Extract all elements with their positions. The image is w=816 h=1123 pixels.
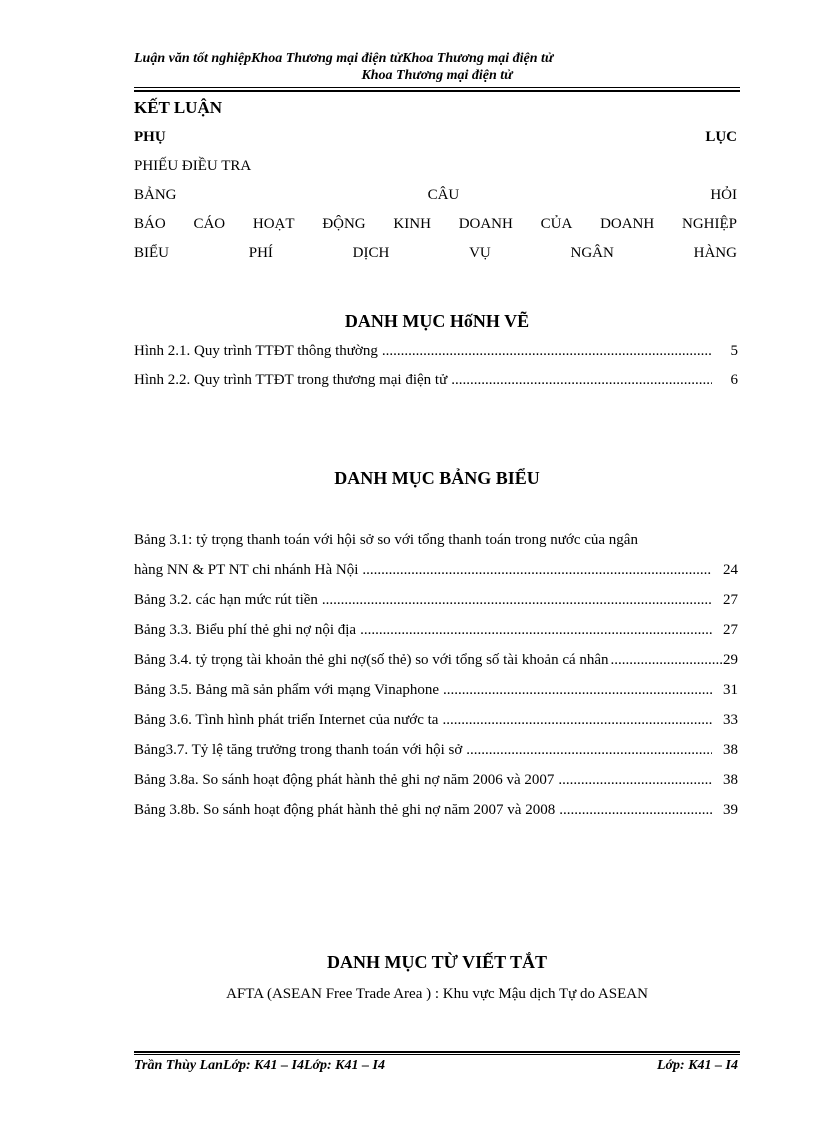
dot-leader xyxy=(611,652,722,669)
toc-word: BIỂU xyxy=(134,245,169,261)
toc-word: CÁO xyxy=(193,216,226,232)
table-entry-first-line: Bảng 3.1: tỷ trọng thanh toán với hội sở so với tổng thanh toán trong nước của ngân xyxy=(134,532,638,548)
footer-author-class: Trần Thùy LanLớp: K41 – I4Lớp: K41 – I4 xyxy=(134,1058,385,1073)
table-entry-page: 31 xyxy=(723,682,738,698)
table-entry-text: Bảng 3.6. Tình hình phát triển Internet của nước ta xyxy=(134,712,439,728)
toc-bao-cao xyxy=(134,216,737,233)
dot-leader xyxy=(322,592,712,609)
tables-title: DANH MỤC BẢNG BIỂU xyxy=(334,468,540,488)
dot-leader xyxy=(382,343,712,360)
table-entry-text: Bảng 3.8b. So sánh hoạt động phát hành thẻ ghi nợ năm 2007 và 2008 xyxy=(134,802,556,818)
dot-leader xyxy=(466,742,712,759)
toc-word: DOANH xyxy=(600,216,655,232)
table-entry xyxy=(134,682,738,699)
table-entry xyxy=(134,742,738,759)
table-entry-text: Bảng 3.5. Bảng mã sản phẩm với mạng Vinaphone xyxy=(134,682,440,698)
table-entry xyxy=(134,712,738,729)
table-entry xyxy=(134,622,738,639)
footer-rule xyxy=(134,1054,740,1055)
figure-entry-page: 6 xyxy=(730,372,738,388)
toc-phieu-dieu-tra: PHIẾU ĐIỀU TRA xyxy=(134,158,252,174)
dot-leader xyxy=(360,622,712,639)
table-entry xyxy=(134,772,738,789)
table-entry-text: Bảng3.7. Tỷ lệ tăng trưởng trong thanh toán với hội sở xyxy=(134,742,463,758)
table-entry xyxy=(134,652,738,669)
table-entry-text: Bảng 3.4. tỷ trọng tài khoản thẻ ghi nợ(số thẻ) so với tổng số tài khoản cá nhân xyxy=(134,652,609,668)
toc-word: VỤ xyxy=(469,245,491,261)
toc-word: PHÍ xyxy=(248,245,273,261)
footer-rule-thick xyxy=(134,1051,740,1053)
figure-entry xyxy=(134,372,738,389)
table-entry-page: 27 xyxy=(723,622,738,638)
toc-word: DỊCH xyxy=(352,245,390,261)
toc-word: HÀNG xyxy=(693,245,737,261)
table-entry-page: 33 xyxy=(723,712,738,728)
toc-word: HOẠT xyxy=(252,216,295,232)
toc-ket-luan: KẾT LUẬN xyxy=(134,98,223,117)
dot-leader xyxy=(451,372,712,389)
figure-entry-page: 5 xyxy=(730,343,738,359)
figure-entry-text: Hình 2.1. Quy trình TTĐT thông thường xyxy=(134,343,378,359)
toc-word: ĐỘNG xyxy=(322,216,366,232)
toc-word: LỤC xyxy=(705,129,737,145)
figure-entry xyxy=(134,343,738,360)
table-entry-text: Bảng 3.8a. So sánh hoạt động phát hành thẻ ghi nợ năm 2006 và 2007 xyxy=(134,772,555,788)
toc-word: HỎI xyxy=(710,187,737,203)
toc-word: NGÂN xyxy=(570,245,614,261)
header-rule xyxy=(134,87,740,88)
toc-word: CÂU xyxy=(427,187,460,203)
toc-word: NGHIỆP xyxy=(682,216,737,232)
toc-bieu-phi xyxy=(134,245,737,262)
toc-word: BẢNG xyxy=(134,187,177,203)
dot-leader xyxy=(558,772,712,789)
abbreviation-entry: AFTA (ASEAN Free Trade Area ) : Khu vực Mậu dịch Tự do ASEAN xyxy=(226,986,648,1002)
toc-bang-cau-hoi xyxy=(134,187,737,204)
figure-entry-text: Hình 2.2. Quy trình TTĐT trong thương mại điện tử xyxy=(134,372,448,388)
table-entry-page: 38 xyxy=(723,772,738,788)
table-entry xyxy=(134,802,738,819)
header-line-2: Khoa Thương mại điện tử xyxy=(361,68,513,83)
table-entry-text: hàng NN & PT NT chi nhánh Hà Nội xyxy=(134,562,359,578)
page-header xyxy=(134,50,740,84)
table-entry xyxy=(134,562,738,579)
table-entry-page: 38 xyxy=(723,742,738,758)
toc-word: DOANH xyxy=(458,216,513,232)
dot-leader xyxy=(443,682,712,699)
toc-word: BÁO xyxy=(134,216,166,232)
header-line-1: Luận văn tốt nghiệpKhoa Thương mại điện tửKhoa Thương mại điện tử xyxy=(134,51,554,66)
dot-leader xyxy=(559,802,712,819)
dot-leader xyxy=(362,562,712,579)
dot-leader xyxy=(442,712,712,729)
footer-class: Lớp: K41 – I4 xyxy=(656,1058,738,1073)
toc-word: KINH xyxy=(393,216,431,232)
figures-title: DANH MỤC HốNH VẼ xyxy=(344,311,530,331)
table-entry-page: 39 xyxy=(723,802,738,818)
table-entry-page: 29 xyxy=(723,652,738,668)
toc-word: PHỤ xyxy=(134,129,166,145)
header-rule-thick xyxy=(134,90,740,92)
toc-phu-luc xyxy=(134,129,737,146)
table-entry xyxy=(134,592,738,609)
table-entry-page: 24 xyxy=(723,562,738,578)
abbreviations-title: DANH MỤC TỪ VIẾT TẮT xyxy=(326,952,548,972)
table-entry-page: 27 xyxy=(723,592,738,608)
table-entry-text: Bảng 3.3. Biểu phí thẻ ghi nợ nội địa xyxy=(134,622,357,638)
table-entry-text: Bảng 3.2. các hạn mức rút tiền xyxy=(134,592,318,608)
toc-word: CỦA xyxy=(540,216,573,232)
